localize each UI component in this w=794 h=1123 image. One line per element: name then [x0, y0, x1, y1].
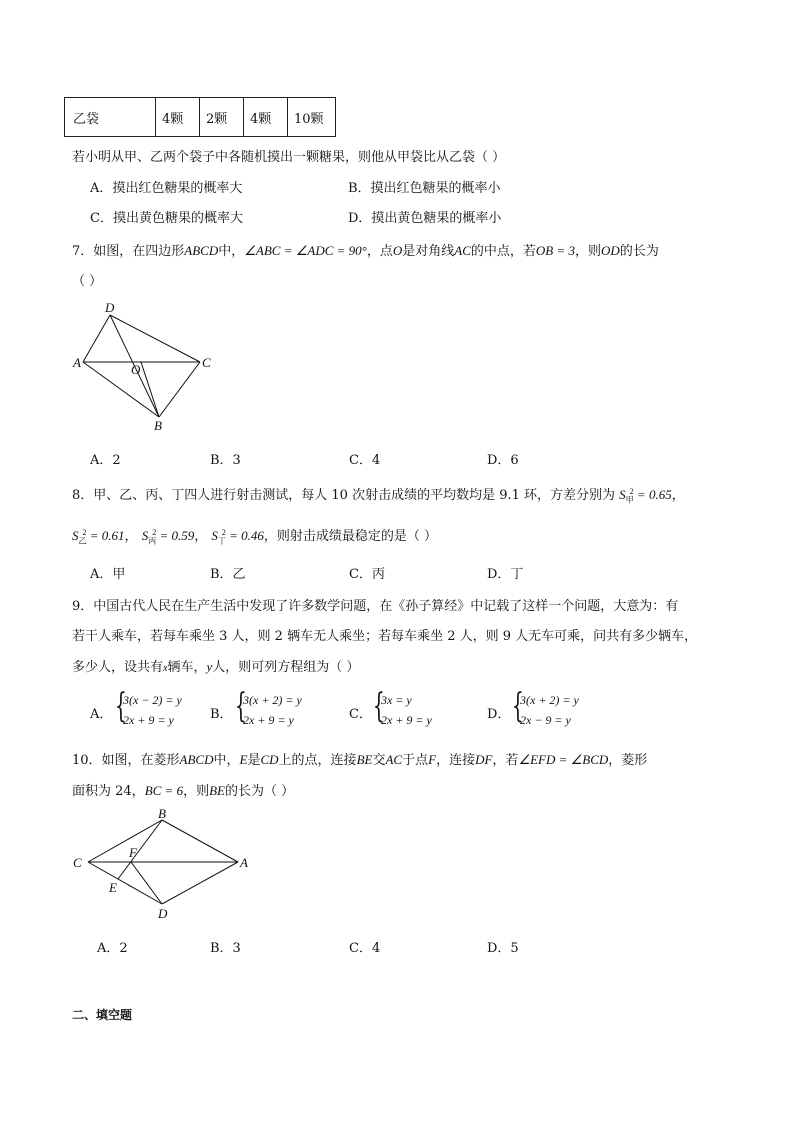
q10-text: ，则	[183, 784, 210, 799]
q7-option-c[interactable]: C．4	[349, 453, 381, 468]
equation-1: 3(x + 2) = y	[520, 693, 579, 707]
q7-text: 的长为	[619, 244, 659, 259]
equation-1: 3x = y	[381, 693, 412, 707]
q10-be2: BE	[209, 783, 225, 798]
q7-option-a[interactable]: A．2	[90, 453, 121, 468]
q8-text: ，	[124, 529, 138, 544]
q7-ac: AC	[454, 243, 471, 258]
q7-figure	[70, 300, 220, 435]
q8-text: ，	[671, 488, 685, 503]
variance-value: = 0.61	[89, 528, 125, 543]
label-c: C	[73, 855, 82, 870]
q10-option-c[interactable]: C．4	[349, 941, 381, 956]
brace-icon: {	[234, 686, 247, 726]
variance-sup: 2	[629, 486, 634, 496]
q10-line1	[72, 749, 647, 768]
q9-line3	[72, 656, 359, 675]
variance-sub: 甲	[625, 495, 634, 505]
label-b: B	[154, 418, 162, 433]
q10-text: ，若	[492, 753, 519, 768]
q10-text: 交	[372, 753, 386, 768]
q10-option-b[interactable]: B．3	[210, 941, 241, 956]
variance-jia	[619, 486, 672, 505]
brace-icon: {	[372, 686, 385, 726]
q9-option-a-label[interactable]: A．	[90, 707, 113, 722]
label-d: D	[158, 906, 168, 921]
equation-2: 2x − 9 = y	[520, 713, 571, 727]
var-x: x	[163, 663, 168, 674]
q8-text: 8．甲、乙、丙、丁四人进行射击测试，每人 10 次射击成绩的平均数均是 9.1 环，方差分别为	[72, 488, 616, 503]
table-cell: 10颗	[288, 98, 336, 137]
q10-text: 面积为 24，	[72, 784, 145, 799]
q10-e: E	[239, 752, 248, 767]
variance-sub: 丙	[148, 536, 157, 546]
edge-cd	[88, 862, 162, 904]
equation-2: 2x + 9 = y	[381, 713, 432, 727]
variance-symbol: S	[141, 528, 149, 543]
q7-text: 是对角线	[402, 244, 455, 259]
segment-fd	[131, 862, 162, 904]
q9-line2: 若干人乘车，若每车乘坐 3 人，则 2 辆车无人乘坐；若每车乘坐 2 人，则 9 人无车可乘，问共有多少辆车，	[72, 629, 698, 644]
variance-value: = 0.59	[159, 528, 195, 543]
q7-text: 中，	[218, 244, 245, 259]
variance-value: = 0.65	[636, 487, 672, 502]
q7-paren: （ ）	[72, 274, 103, 289]
label-a: A	[73, 355, 81, 370]
q10-text: 是	[247, 753, 261, 768]
edge-bc	[159, 362, 200, 417]
q7-text: ，点	[366, 244, 393, 259]
variance-value: = 0.46	[229, 528, 264, 543]
edge-da	[83, 315, 110, 362]
edge-ab	[83, 362, 159, 417]
q10-abcd: ABCD	[179, 752, 214, 767]
q9-text: 辆车，	[167, 660, 207, 675]
var-y: y	[206, 659, 213, 674]
q10-text: 的长为（ ）	[224, 784, 295, 799]
label-c: C	[202, 355, 211, 370]
q10-option-d[interactable]: D．5	[487, 941, 519, 956]
section-heading: 二、填空题	[72, 1008, 133, 1022]
variance-sup: 2	[82, 527, 87, 537]
q10-text: 于点	[402, 753, 429, 768]
q7-stem	[72, 240, 659, 259]
brace-icon: {	[511, 686, 524, 726]
q7-abcd: ABCD	[184, 243, 219, 258]
q7-text: ，则	[575, 244, 602, 259]
q10-df: DF	[475, 752, 493, 767]
q6-option-a[interactable]: A．摸出红色糖果的概率大	[90, 181, 243, 196]
variance-ding	[211, 527, 264, 546]
label-d: D	[105, 300, 115, 315]
table-row	[65, 98, 336, 137]
edge-dc	[110, 315, 200, 362]
variance-sup: 2	[152, 527, 157, 537]
q7-text: 7．如图，在四边形	[72, 244, 185, 259]
q10-angle: ∠EFD = ∠BCD	[518, 752, 609, 767]
table-cell: 2颗	[200, 98, 244, 137]
q8-text: ，	[194, 529, 208, 544]
q10-text: ，菱形	[608, 753, 648, 768]
table-cell: 乙袋	[65, 98, 156, 137]
table-cell: 4颗	[156, 98, 200, 137]
q8-option-a[interactable]: A．甲	[90, 567, 126, 582]
edge-da	[162, 862, 238, 904]
q9-text: 多少人，设共有	[72, 660, 164, 675]
table-cell: 4颗	[244, 98, 288, 137]
equation-1: 3(x + 2) = y	[243, 693, 302, 707]
q10-text: 上的点，连接	[278, 753, 357, 768]
q10-line2	[72, 780, 294, 799]
q10-text: 中，	[213, 753, 240, 768]
q7-angle: ∠ABC = ∠ADC = 90°	[244, 243, 367, 258]
segment-ob	[141, 362, 159, 417]
q8-text: ，则射击成绩最稳定的是（ ）	[263, 529, 438, 544]
q9-option-b-label[interactable]: B．	[210, 707, 233, 722]
variance-symbol: S	[211, 528, 218, 543]
q8-option-d[interactable]: D．丁	[487, 567, 524, 582]
edge-ba	[162, 820, 238, 862]
variance-yi	[72, 527, 125, 546]
q7-point-o: O	[392, 243, 403, 258]
q7-ob: OB = 3	[535, 243, 576, 258]
equation-2: 2x + 9 = y	[123, 713, 174, 727]
variance-sup: 2	[221, 527, 226, 537]
q10-f: F	[428, 752, 437, 767]
q10-option-a[interactable]: A．2	[97, 941, 128, 956]
q7-od: OD	[601, 243, 620, 258]
brace-icon: {	[114, 686, 127, 726]
variance-bing	[141, 527, 195, 546]
q9-text: 人，则可列方程组为（ ）	[212, 660, 360, 675]
equation-1: 3(x − 2) = y	[123, 693, 182, 707]
variance-symbol: S	[619, 487, 626, 502]
label-a: A	[240, 855, 248, 870]
segment-be	[118, 820, 162, 879]
q8-option-b[interactable]: B．乙	[210, 567, 246, 582]
q9-option-d-label[interactable]: D．	[487, 707, 511, 722]
q6-option-d[interactable]: D．摸出黄色糖果的概率小	[348, 211, 502, 226]
q10-figure	[70, 808, 260, 923]
q8-line1	[72, 484, 685, 506]
q10-text: 10．如图，在菱形	[72, 753, 180, 768]
q7-option-b[interactable]: B．3	[210, 453, 241, 468]
q10-be: BE	[356, 752, 373, 767]
variance-symbol: S	[72, 528, 79, 543]
q6-option-b[interactable]: B．摸出红色糖果的概率小	[348, 181, 501, 196]
q9-line1: 9．中国古代人民在生产生活中发现了许多数学问题，在《孙子算经》中记载了这样一个问题，大意为：有	[72, 599, 679, 614]
q8-option-c[interactable]: C．丙	[349, 567, 385, 582]
q9-option-c-label[interactable]: C．	[349, 707, 372, 722]
q6-option-c[interactable]: C．摸出黄色糖果的概率大	[90, 211, 243, 226]
q10-bc: BC = 6	[144, 783, 184, 798]
q10-ac: AC	[385, 752, 403, 767]
q10-text: ，连接	[436, 753, 476, 768]
variance-sub: 丁	[217, 536, 226, 546]
variance-sub: 乙	[78, 536, 87, 546]
equation-2: 2x + 9 = y	[243, 713, 294, 727]
label-e: E	[109, 880, 117, 895]
label-o: O	[131, 362, 141, 377]
q7-text: 的中点，若	[470, 244, 536, 259]
q6-stem: 若小明从甲、乙两个袋子中各随机摸出一颗糖果，则他从甲袋比从乙袋（ ）	[72, 150, 506, 165]
label-b: B	[158, 808, 166, 821]
label-f: F	[129, 845, 137, 860]
bag-table	[64, 97, 336, 137]
edge-bc	[88, 820, 162, 862]
q7-option-d[interactable]: D．6	[487, 453, 519, 468]
q10-cd: CD	[260, 752, 279, 767]
q8-line2	[72, 525, 437, 547]
